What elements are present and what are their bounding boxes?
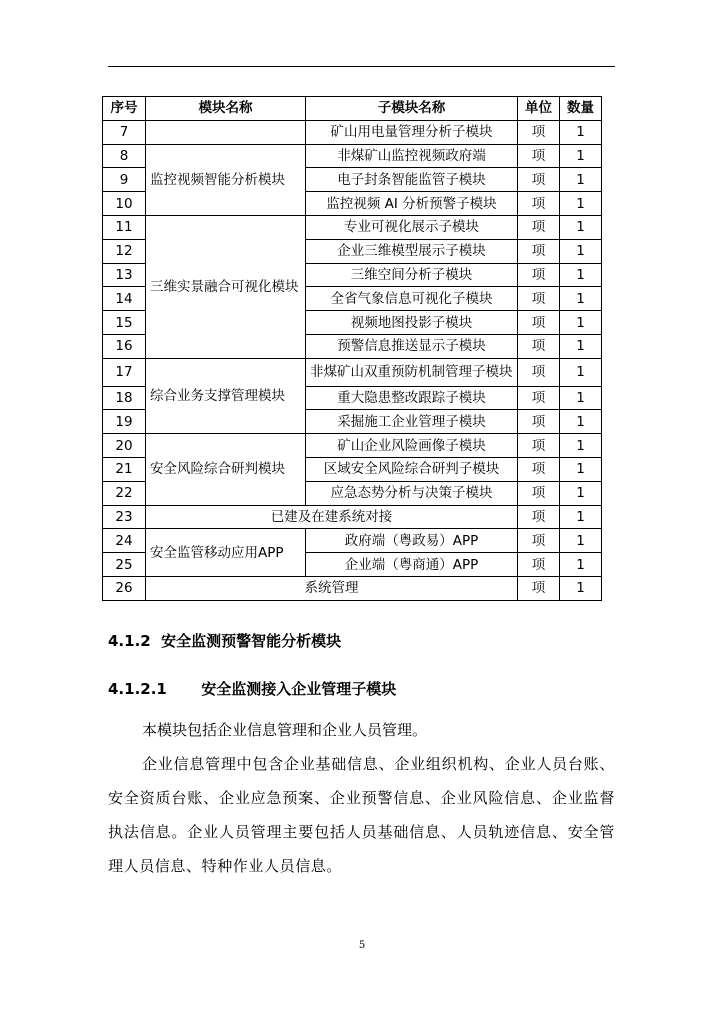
row-number: 7 xyxy=(103,120,146,144)
quantity: 1 xyxy=(560,263,602,287)
module-name xyxy=(146,120,306,144)
quantity: 1 xyxy=(560,553,602,577)
section-title: 安全监测预警智能分析模块 xyxy=(161,632,342,650)
section-heading xyxy=(108,630,341,651)
quantity: 1 xyxy=(560,529,602,553)
row-number: 10 xyxy=(103,192,146,216)
table-row xyxy=(103,144,602,168)
quantity: 1 xyxy=(560,505,602,529)
submodule-name: 非煤矿山监控视频政府端 xyxy=(306,144,518,168)
header-cell: 序号 xyxy=(103,97,146,121)
section-number: 4.1.2 xyxy=(108,632,151,650)
subsection-title: 安全监测接入企业管理子模块 xyxy=(201,680,397,698)
header-cell: 数量 xyxy=(560,97,602,121)
row-number: 25 xyxy=(103,553,146,577)
merged-item-name: 已建及在建系统对接 xyxy=(146,505,518,529)
table-row xyxy=(103,358,602,386)
row-number: 21 xyxy=(103,457,146,481)
header-cell: 单位 xyxy=(518,97,560,121)
submodule-name: 采掘施工企业管理子模块 xyxy=(306,410,518,434)
unit: 项 xyxy=(518,576,560,600)
paragraph: 企业信息管理中包含企业基础信息、企业组织机构、企业人员台账、安全资质台账、企业应急预案、企业预警信息、企业风险信息、企业监督执法信息。企业人员管理主要包括人员基础信息、人员轨迹信息、安全管理人员信息、特种作业人员信息。 xyxy=(108,755,615,875)
quantity: 1 xyxy=(560,457,602,481)
unit: 项 xyxy=(518,457,560,481)
quantity: 1 xyxy=(560,287,602,311)
unit: 项 xyxy=(518,481,560,505)
module-name: 安全风险综合研判模块 xyxy=(146,434,306,505)
unit: 项 xyxy=(518,120,560,144)
unit: 项 xyxy=(518,168,560,192)
submodule-name: 企业三维模型展示子模块 xyxy=(306,239,518,263)
submodule-name: 三维空间分析子模块 xyxy=(306,263,518,287)
submodule-name: 区域安全风险综合研判子模块 xyxy=(306,457,518,481)
table-row xyxy=(103,505,602,529)
unit: 项 xyxy=(518,215,560,239)
table-row xyxy=(103,576,602,600)
subsection-heading xyxy=(108,678,396,699)
quantity: 1 xyxy=(560,434,602,458)
module-name: 监控视频智能分析模块 xyxy=(146,144,306,215)
quantity: 1 xyxy=(560,144,602,168)
unit: 项 xyxy=(518,334,560,358)
quantity: 1 xyxy=(560,192,602,216)
unit: 项 xyxy=(518,192,560,216)
header-rule xyxy=(108,66,615,67)
table-row xyxy=(103,120,602,144)
row-number: 26 xyxy=(103,576,146,600)
module-table xyxy=(102,96,602,601)
unit: 项 xyxy=(518,144,560,168)
quantity: 1 xyxy=(560,481,602,505)
module-name: 综合业务支撑管理模块 xyxy=(146,358,306,433)
unit: 项 xyxy=(518,529,560,553)
table-row xyxy=(103,529,602,553)
quantity: 1 xyxy=(560,410,602,434)
unit: 项 xyxy=(518,358,560,386)
subsection-number: 4.1.2.1 xyxy=(108,680,167,698)
row-number: 22 xyxy=(103,481,146,505)
submodule-name: 电子封条智能监管子模块 xyxy=(306,168,518,192)
row-number: 17 xyxy=(103,358,146,386)
page-number: 5 xyxy=(358,940,366,951)
unit: 项 xyxy=(518,505,560,529)
unit: 项 xyxy=(518,434,560,458)
unit: 项 xyxy=(518,553,560,577)
row-number: 13 xyxy=(103,263,146,287)
table-row xyxy=(103,215,602,239)
module-name: 安全监管移动应用APP xyxy=(146,529,306,577)
unit: 项 xyxy=(518,263,560,287)
row-number: 19 xyxy=(103,410,146,434)
submodule-name: 非煤矿山双重预防机制管理子模块 xyxy=(306,358,518,386)
submodule-name: 应急态势分析与决策子模块 xyxy=(306,481,518,505)
quantity: 1 xyxy=(560,120,602,144)
merged-item-name: 系统管理 xyxy=(146,576,518,600)
submodule-name: 企业端（粤商通）APP xyxy=(306,553,518,577)
unit: 项 xyxy=(518,386,560,410)
quantity: 1 xyxy=(560,358,602,386)
row-number: 8 xyxy=(103,144,146,168)
unit: 项 xyxy=(518,311,560,335)
paragraph: 本模块包括企业信息管理和企业人员管理。 xyxy=(142,721,428,739)
unit: 项 xyxy=(518,239,560,263)
module-name: 三维实景融合可视化模块 xyxy=(146,215,306,358)
quantity: 1 xyxy=(560,215,602,239)
header-cell: 子模块名称 xyxy=(306,97,518,121)
unit: 项 xyxy=(518,410,560,434)
submodule-name: 矿山用电量管理分析子模块 xyxy=(306,120,518,144)
row-number: 16 xyxy=(103,334,146,358)
quantity: 1 xyxy=(560,334,602,358)
submodule-name: 监控视频 AI 分析预警子模块 xyxy=(306,192,518,216)
row-number: 15 xyxy=(103,311,146,335)
quantity: 1 xyxy=(560,168,602,192)
header-cell: 模块名称 xyxy=(146,97,306,121)
submodule-name: 专业可视化展示子模块 xyxy=(306,215,518,239)
quantity: 1 xyxy=(560,311,602,335)
row-number: 14 xyxy=(103,287,146,311)
row-number: 9 xyxy=(103,168,146,192)
submodule-name: 全省气象信息可视化子模块 xyxy=(306,287,518,311)
unit: 项 xyxy=(518,287,560,311)
submodule-name: 政府端（粤政易）APP xyxy=(306,529,518,553)
submodule-name: 视频地图投影子模块 xyxy=(306,311,518,335)
table-row xyxy=(103,434,602,458)
quantity: 1 xyxy=(560,239,602,263)
row-number: 23 xyxy=(103,505,146,529)
submodule-name: 预警信息推送显示子模块 xyxy=(306,334,518,358)
table-header-row xyxy=(103,97,602,121)
submodule-name: 矿山企业风险画像子模块 xyxy=(306,434,518,458)
row-number: 24 xyxy=(103,529,146,553)
quantity: 1 xyxy=(560,386,602,410)
row-number: 20 xyxy=(103,434,146,458)
row-number: 12 xyxy=(103,239,146,263)
row-number: 11 xyxy=(103,215,146,239)
row-number: 18 xyxy=(103,386,146,410)
submodule-name: 重大隐患整改跟踪子模块 xyxy=(306,386,518,410)
quantity: 1 xyxy=(560,576,602,600)
